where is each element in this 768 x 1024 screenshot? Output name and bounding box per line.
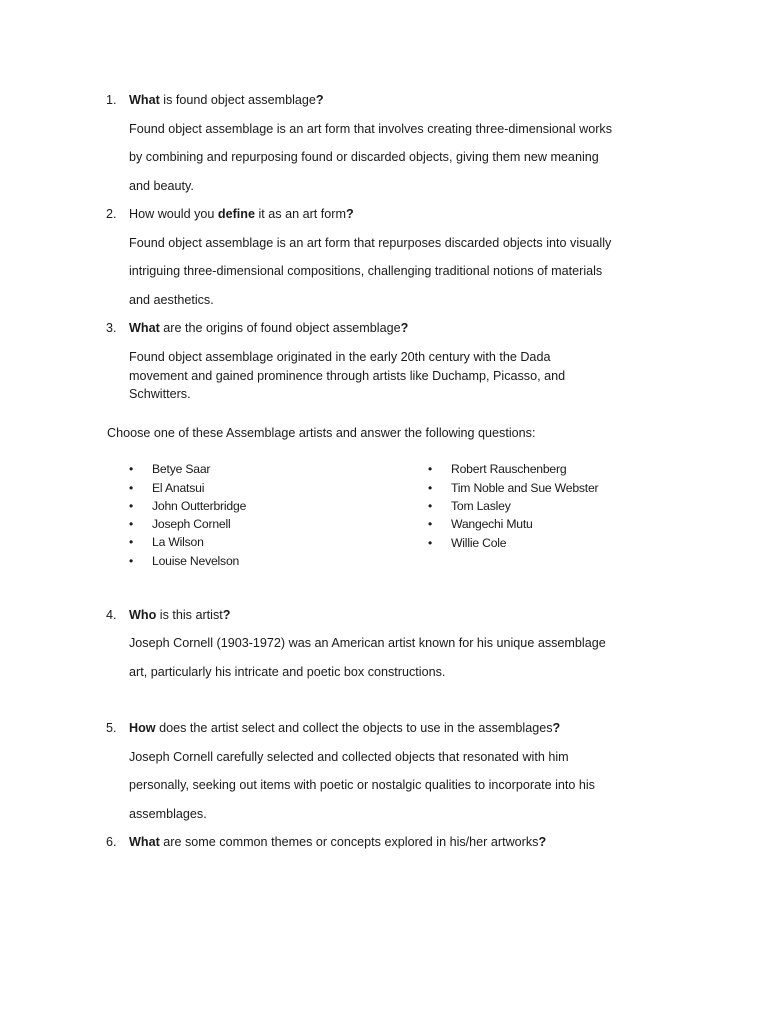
question-mark: ? xyxy=(346,207,354,221)
answer-line: by combining and repurposing found or discarded objects, giving them new meaning xyxy=(129,150,599,164)
answer-line: Joseph Cornell (1903-1972) was an American artist known for his unique assemblage xyxy=(129,636,606,650)
answer-line: Joseph Cornell carefully selected and collected objects that resonated with him xyxy=(129,750,569,764)
artist-item: Wangechi Mutu xyxy=(451,517,533,531)
question-mark: ? xyxy=(552,721,561,735)
question-3 xyxy=(129,321,408,335)
question-text: are some common themes or concepts explored in his/her artworks xyxy=(159,835,539,849)
answer-line: and aesthetics. xyxy=(129,293,214,307)
question-number: 2. xyxy=(106,207,117,221)
artist-item: Betye Saar xyxy=(152,462,211,476)
artist-item: Tom Lasley xyxy=(451,499,511,513)
question-number: 5. xyxy=(106,721,117,735)
bullet-icon: • xyxy=(129,481,134,495)
answer-line: and beauty. xyxy=(129,179,194,193)
question-keyword: What xyxy=(129,93,160,107)
question-number: 3. xyxy=(106,321,117,335)
answer-line: assemblages. xyxy=(129,807,207,821)
question-number: 6. xyxy=(106,835,117,849)
question-keyword: define xyxy=(217,207,255,221)
question-number: 4. xyxy=(106,608,117,622)
bullet-icon: • xyxy=(129,535,134,549)
question-keyword: What xyxy=(129,835,160,849)
question-1 xyxy=(129,93,324,107)
bullet-icon: • xyxy=(129,462,134,476)
question-text: it as an art form xyxy=(255,207,346,221)
answer-line: Found object assemblage is an art form that involves creating three-dimensional works xyxy=(129,122,612,136)
bullet-icon: • xyxy=(129,554,134,568)
question-mark: ? xyxy=(538,835,547,849)
question-4 xyxy=(129,608,230,622)
artist-item: Tim Noble and Sue Webster xyxy=(451,481,599,495)
bullet-icon: • xyxy=(129,517,134,531)
artist-item: Willie Cole xyxy=(451,536,507,550)
question-mark: ? xyxy=(400,321,409,335)
answer-line: movement and gained prominence through artists like Duchamp, Picasso, and xyxy=(129,369,566,383)
answer-line: personally, seeking out items with poetic or nostalgic qualities to incorporate into his xyxy=(129,778,595,792)
bullet-icon: • xyxy=(428,499,433,513)
artist-item: Robert Rauschenberg xyxy=(451,462,567,476)
bullet-icon: • xyxy=(428,462,433,476)
artist-item: El Anatsui xyxy=(152,481,205,495)
bullet-icon: • xyxy=(428,517,433,531)
question-mark: ? xyxy=(315,93,324,107)
question-text: is this artist xyxy=(156,608,223,622)
bullet-icon: • xyxy=(129,499,134,513)
artist-item: Joseph Cornell xyxy=(152,517,231,531)
question-text: does the artist select and collect the objects to use in the assemblages xyxy=(155,721,553,735)
question-keyword: How xyxy=(129,721,156,735)
answer-line: intriguing three-dimensional compositions, challenging traditional notions of materials xyxy=(129,264,603,278)
question-6 xyxy=(129,835,546,849)
question-2 xyxy=(129,207,354,221)
answer-line: Found object assemblage originated in the early 20th century with the Dada xyxy=(129,350,551,364)
question-5 xyxy=(129,721,560,735)
question-keyword: Who xyxy=(129,608,157,622)
question-keyword: What xyxy=(129,321,160,335)
artist-item: John Outterbridge xyxy=(152,499,247,513)
question-text: is found object assemblage xyxy=(159,93,316,107)
question-prefix: How would you xyxy=(129,207,218,221)
question-number: 1. xyxy=(106,93,117,107)
bullet-icon: • xyxy=(428,481,433,495)
question-mark: ? xyxy=(222,608,231,622)
artist-item: La Wilson xyxy=(152,535,204,549)
artist-item: Louise Nevelson xyxy=(152,554,240,568)
answer-line: art, particularly his intricate and poetic box constructions. xyxy=(129,665,446,679)
question-text: are the origins of found object assemblage xyxy=(159,321,401,335)
bullet-icon: • xyxy=(428,536,433,550)
answer-line: Schwitters. xyxy=(129,387,191,401)
instruction-text: Choose one of these Assemblage artists and answer the following questions: xyxy=(107,426,536,440)
answer-line: Found object assemblage is an art form that repurposes discarded objects into visually xyxy=(129,236,612,250)
